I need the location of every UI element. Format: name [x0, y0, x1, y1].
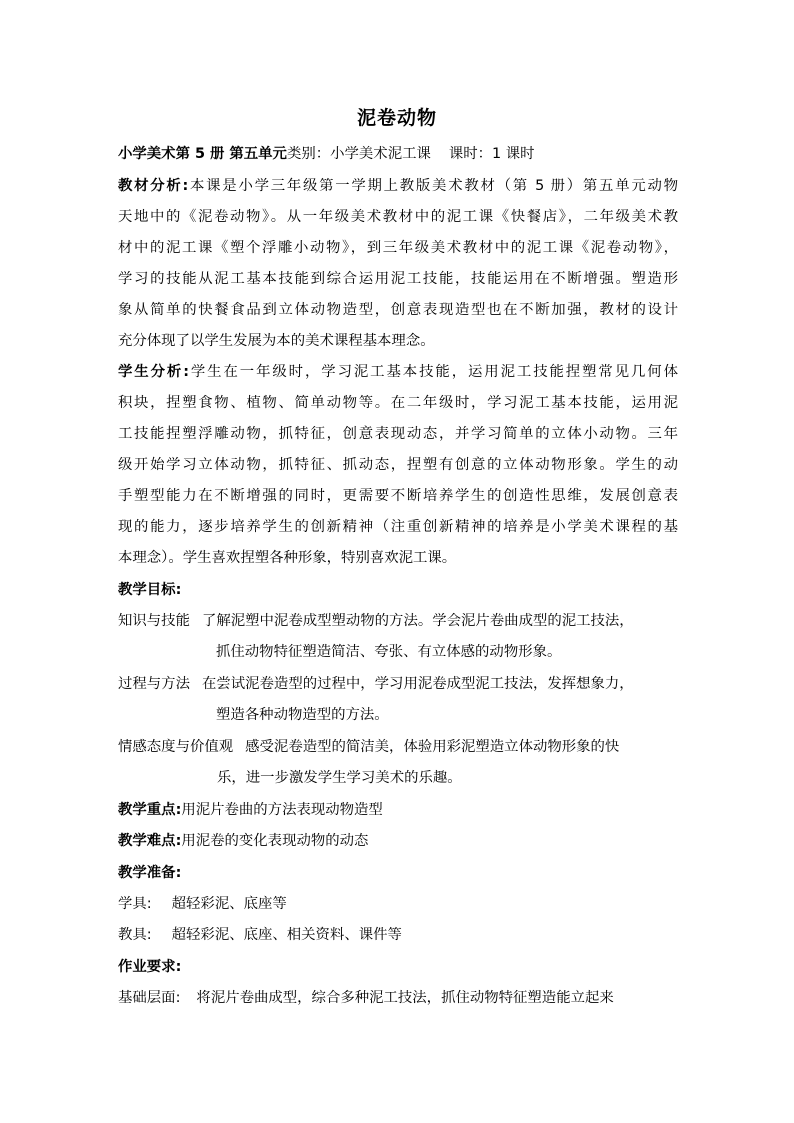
student-analysis-line-6: 现的能力，逐步培养学生的创新精神（注重创新精神的培养是小学美术课程的基	[118, 519, 678, 535]
document-title: 泥卷动物	[356, 107, 437, 129]
objective-knowledge: 知识与技能 了解泥塑中泥卷成型塑动物的方法。学会泥片卷曲成型的泥工技法，	[118, 613, 634, 629]
objective-knowledge-cont: 抓住动物特征塑造简洁、夸张、有立体感的动物形象。	[216, 644, 562, 660]
key-point-text: 用泥片卷曲的方法表现动物造型	[181, 802, 383, 818]
homework-basic-text: 将泥片卷曲成型，综合多种泥工技法，抓住动物特征塑造能立起来	[196, 990, 614, 1006]
key-point-line	[118, 796, 678, 824]
objectives-heading: 教学目标:	[118, 582, 182, 598]
difficult-point-text: 用泥卷的变化表现动物的动态	[181, 833, 369, 849]
student-analysis-line-3: 工技能捏塑浮雕动物，抓特征，创意表现动态，并学习简单的立体小动物。三年	[118, 426, 678, 442]
material-analysis-line-5: 象从简单的快餐食品到立体动物造型，创意表现造型也在不断加强，教材的设计	[118, 302, 678, 318]
objective-knowledge-name: 知识与技能	[118, 613, 190, 629]
student-tools-text: 超轻彩泥、底座等	[171, 896, 287, 912]
homework-basic-label: 基础层面:	[118, 990, 181, 1006]
material-analysis-line-1: 教材分析:本课是小学三年级第一学期上教版美术教材（第 5 册）第五单元动物	[118, 178, 678, 194]
homework-heading: 作业要求:	[118, 959, 182, 975]
student-tools-label: 学具:	[118, 896, 152, 912]
student-analysis-line-1: 学生分析:学生在一年级时，学习泥工基本技能，运用泥工技能捏塑常见几何体	[118, 364, 678, 380]
student-analysis-line-2: 积块，捏塑食物、植物、简单动物等。在二年级时，学习泥工基本技能，运用泥	[118, 395, 678, 411]
student-analysis-line-4: 级开始学习立体动物，抓特征、抓动态，捏塑有创意的立体动物形象。学生的动	[118, 457, 678, 473]
objective-process-cont: 塑造各种动物造型的方法。	[216, 707, 389, 723]
category-info: 类别：小学美术泥工课	[286, 146, 431, 162]
student-tools-line	[118, 890, 678, 918]
objective-emotion-cont: 乐，进一步激发学生学习美术的乐趣。	[217, 770, 462, 786]
teacher-tools-line	[118, 921, 678, 949]
teacher-tools-text: 超轻彩泥、底座、相关资料、课件等	[171, 927, 402, 943]
objective-emotion: 情感态度与价值观 感受泥卷造型的简洁美，体验用彩泥塑造立体动物形象的快	[118, 739, 620, 755]
material-analysis-line-6: 充分体现了以学生发展为本的美术课程基本理念。	[118, 333, 435, 349]
homework-basic-line	[118, 984, 678, 1012]
preparation-heading: 教学准备:	[118, 865, 182, 881]
student-analysis-line-5: 手塑型能力在不断增强的同时，更需要不断培养学生的创造性思维，发展创意表	[118, 488, 678, 504]
hours-info: 课时：1 课时	[448, 146, 535, 162]
objective-emotion-name: 情感态度与价值观	[118, 739, 234, 755]
student-analysis-label: 学生分析:	[118, 364, 189, 380]
material-analysis-line-3: 材中的泥工课《塑个浮雕小动物》，到三年级美术教材中的泥工课《泥卷动物》，	[118, 240, 678, 256]
objective-process-name: 过程与方法	[118, 676, 190, 692]
course-info: 小学美术第 5 册 第五单元	[118, 146, 287, 162]
difficult-point-label: 教学难点:	[118, 833, 182, 849]
material-analysis-line-2: 天地中的《泥卷动物》。从一年级美术教材中的泥工课《快餐店》，二年级美术教	[118, 209, 678, 225]
key-point-label: 教学重点:	[118, 802, 182, 818]
difficult-point-line	[118, 827, 678, 855]
meta-line	[118, 140, 678, 168]
objective-process: 过程与方法 在尝试泥卷造型的过程中，学习用泥卷成型泥工技法，发挥想象力，	[118, 676, 634, 692]
teacher-tools-label: 教具:	[118, 927, 152, 943]
material-analysis-label: 教材分析:	[118, 178, 189, 194]
student-analysis-line-7: 本理念）。学生喜欢捏塑各种形象，特别喜欢泥工课。	[118, 550, 457, 566]
material-analysis-line-4: 学习的技能从泥工基本技能到综合运用泥工技能，技能运用在不断增强。塑造形	[118, 271, 678, 287]
